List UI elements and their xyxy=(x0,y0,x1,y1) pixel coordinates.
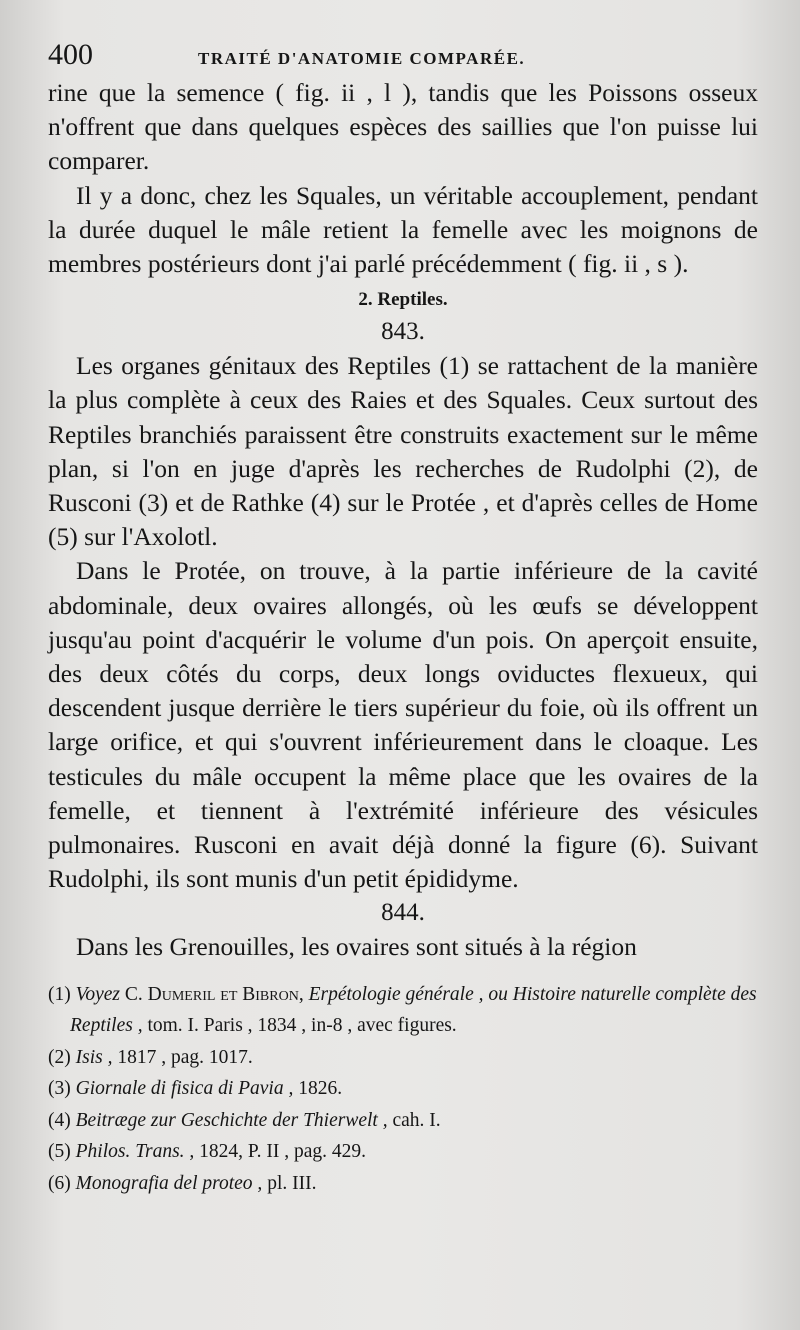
footnote: (1) Voyez C. Dumeril et Bibron, Erpétologie générale , ou Histoire naturelle complète des Reptiles , tom. I. Paris , 1834 , in-8 , avec figures. xyxy=(48,983,757,1037)
footnote: (2) Isis , 1817 , pag. 1017. xyxy=(48,1046,253,1068)
paragraph-844: Dans les Grenouilles, les ovaires sont situés à la région xyxy=(76,932,637,962)
main-text xyxy=(48,76,758,965)
paragraph-843-a: Les organes génitaux des Reptiles (1) se rattachent de la manière la plus complète à ceux des Raies et des Squales. Ceux surtout des Reptiles branchiés paraissent être construits exactement sur le même plan, si l'on en juge d'après les recherches de Rudolphi (2), de Rusconi (3) et de Rathke (4) sur le Protée , et d'après celles de Home (5) sur l'Axolotl. xyxy=(48,351,758,552)
section-heading: 2. Reptiles. xyxy=(358,289,448,311)
footnote: (4) Beitræge zur Geschichte der Thierwelt , cah. I. xyxy=(48,1109,441,1131)
running-title: TRAITÉ D'ANATOMIE COMPARÉE. xyxy=(198,49,526,68)
footnotes xyxy=(48,979,758,1200)
paragraph-number-844: 844. xyxy=(381,899,425,927)
paragraph-843-b: Dans le Protée, on trouve, à la partie inférieure de la cavité abdominale, deux ovaires allongés, où les œufs se développent jusqu'au point d'acquérir le volume d'un pois. On aperçoit ensuite, des deux côtés du corps, deux longs oviductes flexueux, qui descendent jusque derrière le tiers supérieur du foie, où ils offrent un large orifice, et qui s'ouvrent inférieurement dans le cloaque. Les testicules du mâle occupent la même place que les ovaires de la femelle, et tiennent à l'extrémité inférieure des vésicules pulmonaires. Rusconi en avait déjà donné la figure (6). Suivant Rudolphi, ils sont munis d'un petit épididyme. xyxy=(48,556,758,894)
running-header xyxy=(48,38,758,76)
paragraph-squales: Il y a donc, chez les Squales, un véritable accouplement, pendant la durée duquel le mâle retient la femelle avec les moignons de membres postérieurs dont j'ai parlé précédemment ( fig. ii , s ). xyxy=(48,180,758,279)
footnote: (6) Monografia del proteo , pl. III. xyxy=(48,1172,317,1194)
page-number: 400 xyxy=(48,38,93,71)
paragraph-number-843: 843. xyxy=(381,318,425,346)
footnote: (5) Philos. Trans. , 1824, P. II , pag. 429. xyxy=(48,1141,366,1163)
paragraph-continued: rine que la semence ( fig. ii , l ), tandis que les Poissons osseux n'offrent que dans quelques espèces des saillies que l'on puisse lui comparer. xyxy=(48,78,758,176)
footnote: (3) Giornale di fisica di Pavia , 1826. xyxy=(48,1078,343,1100)
